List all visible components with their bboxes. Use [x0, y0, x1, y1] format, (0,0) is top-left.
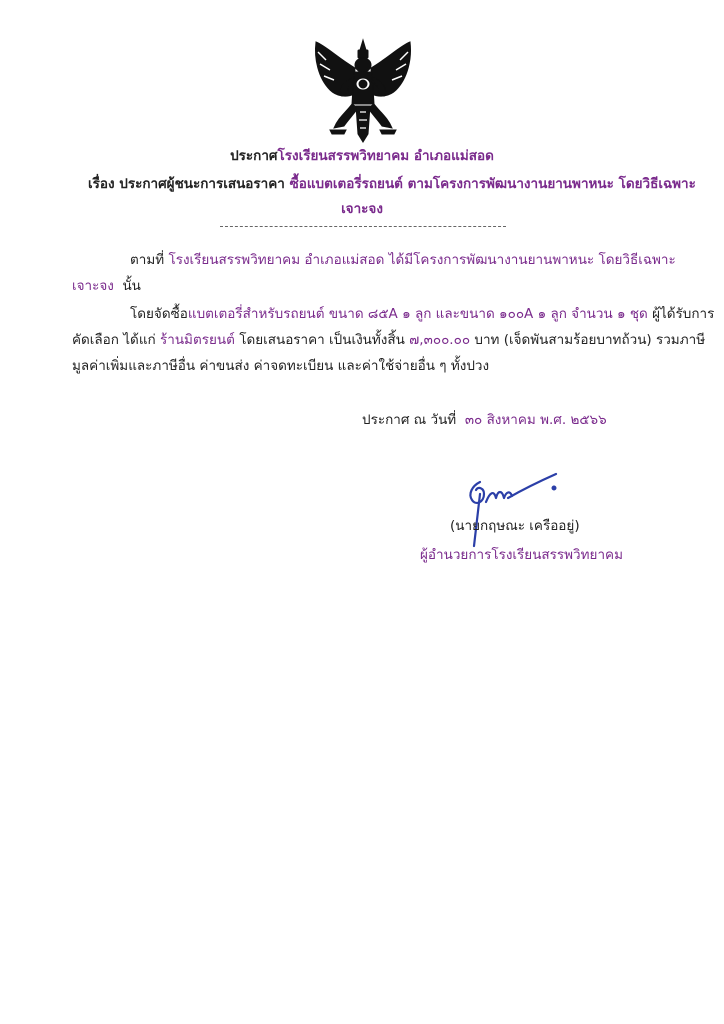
p1-rest: ได้มีโครงการพัฒนางานยานพาหนะ โดยวิธีเฉพาะ [388, 252, 676, 268]
handwritten-signature-icon [450, 468, 565, 548]
p2-line2-middle: โดยเสนอราคา เป็นเงินทั้งสิ้น [239, 332, 405, 348]
paragraph-2-line-3: มูลค่าเพิ่มและภาษีอื่น ค่าขนส่ง ค่าจดทะเบียน และค่าใช้จ่ายอื่น ๆ ทั้งปวง [72, 358, 490, 374]
date-label: ประกาศ ณ วันที่ [362, 412, 457, 428]
announcement-date [362, 410, 607, 430]
p2-line2-prefix: คัดเลือก ได้แก่ [72, 332, 156, 348]
paragraph-2-line-1 [130, 304, 714, 324]
subject-continuation: เจาะจง [341, 201, 383, 217]
divider [220, 226, 506, 227]
p1-prefix: ตามที่ [130, 252, 165, 268]
paragraph-2-line-2 [72, 330, 705, 350]
p1-continuation: เจาะจง [72, 278, 114, 294]
date-value: ๓๐ สิงหาคม พ.ศ. ๒๕๖๖ [464, 412, 607, 428]
announcement-subject [88, 174, 696, 194]
signer-title: ผู้อำนวยการโรงเรียนสรรพวิทยาคม [420, 547, 623, 563]
p2-item: แบตเตอรี่สำหรับรถยนต์ ขนาด ๘๕A ๑ ลูก และขนาด ๑๐๐A ๑ ลูก จำนวน ๑ ชุด [187, 306, 648, 322]
p2-line2-end: บาท (เจ็ดพันสามร้อยบาทถ้วน) รวมภาษี [474, 332, 706, 348]
p1-organization: โรงเรียนสรรพวิทยาคม อำเภอแม่สอด [168, 252, 385, 268]
signer-name: (นายกฤษณะ เครืออยู่) [450, 518, 580, 534]
garuda-emblem-icon [308, 38, 418, 144]
subject-item: ซื้อแบตเตอรี่รถยนต์ ตามโครงการพัฒนางานยานพาหนะ โดยวิธีเฉพาะ [289, 176, 696, 192]
title-organization: โรงเรียนสรรพวิทยาคม อำเภอแม่สอด [277, 148, 494, 164]
paragraph-1-line-2 [72, 276, 141, 296]
p1-end: นั้น [122, 278, 141, 294]
p2-rest: ผู้ได้รับการ [652, 306, 715, 322]
p2-amount: ๗,๓๐๐.๐๐ [409, 332, 471, 348]
paragraph-1-line-1 [130, 250, 676, 270]
p2-vendor: ร้านมิตรยนต์ [160, 332, 235, 348]
title-prefix: ประกาศ [230, 148, 278, 164]
announcement-title [0, 146, 724, 166]
p2-prefix: โดยจัดซื้อ [130, 306, 188, 322]
subject-label: เรื่อง ประกาศผู้ชนะการเสนอราคา [88, 176, 285, 192]
